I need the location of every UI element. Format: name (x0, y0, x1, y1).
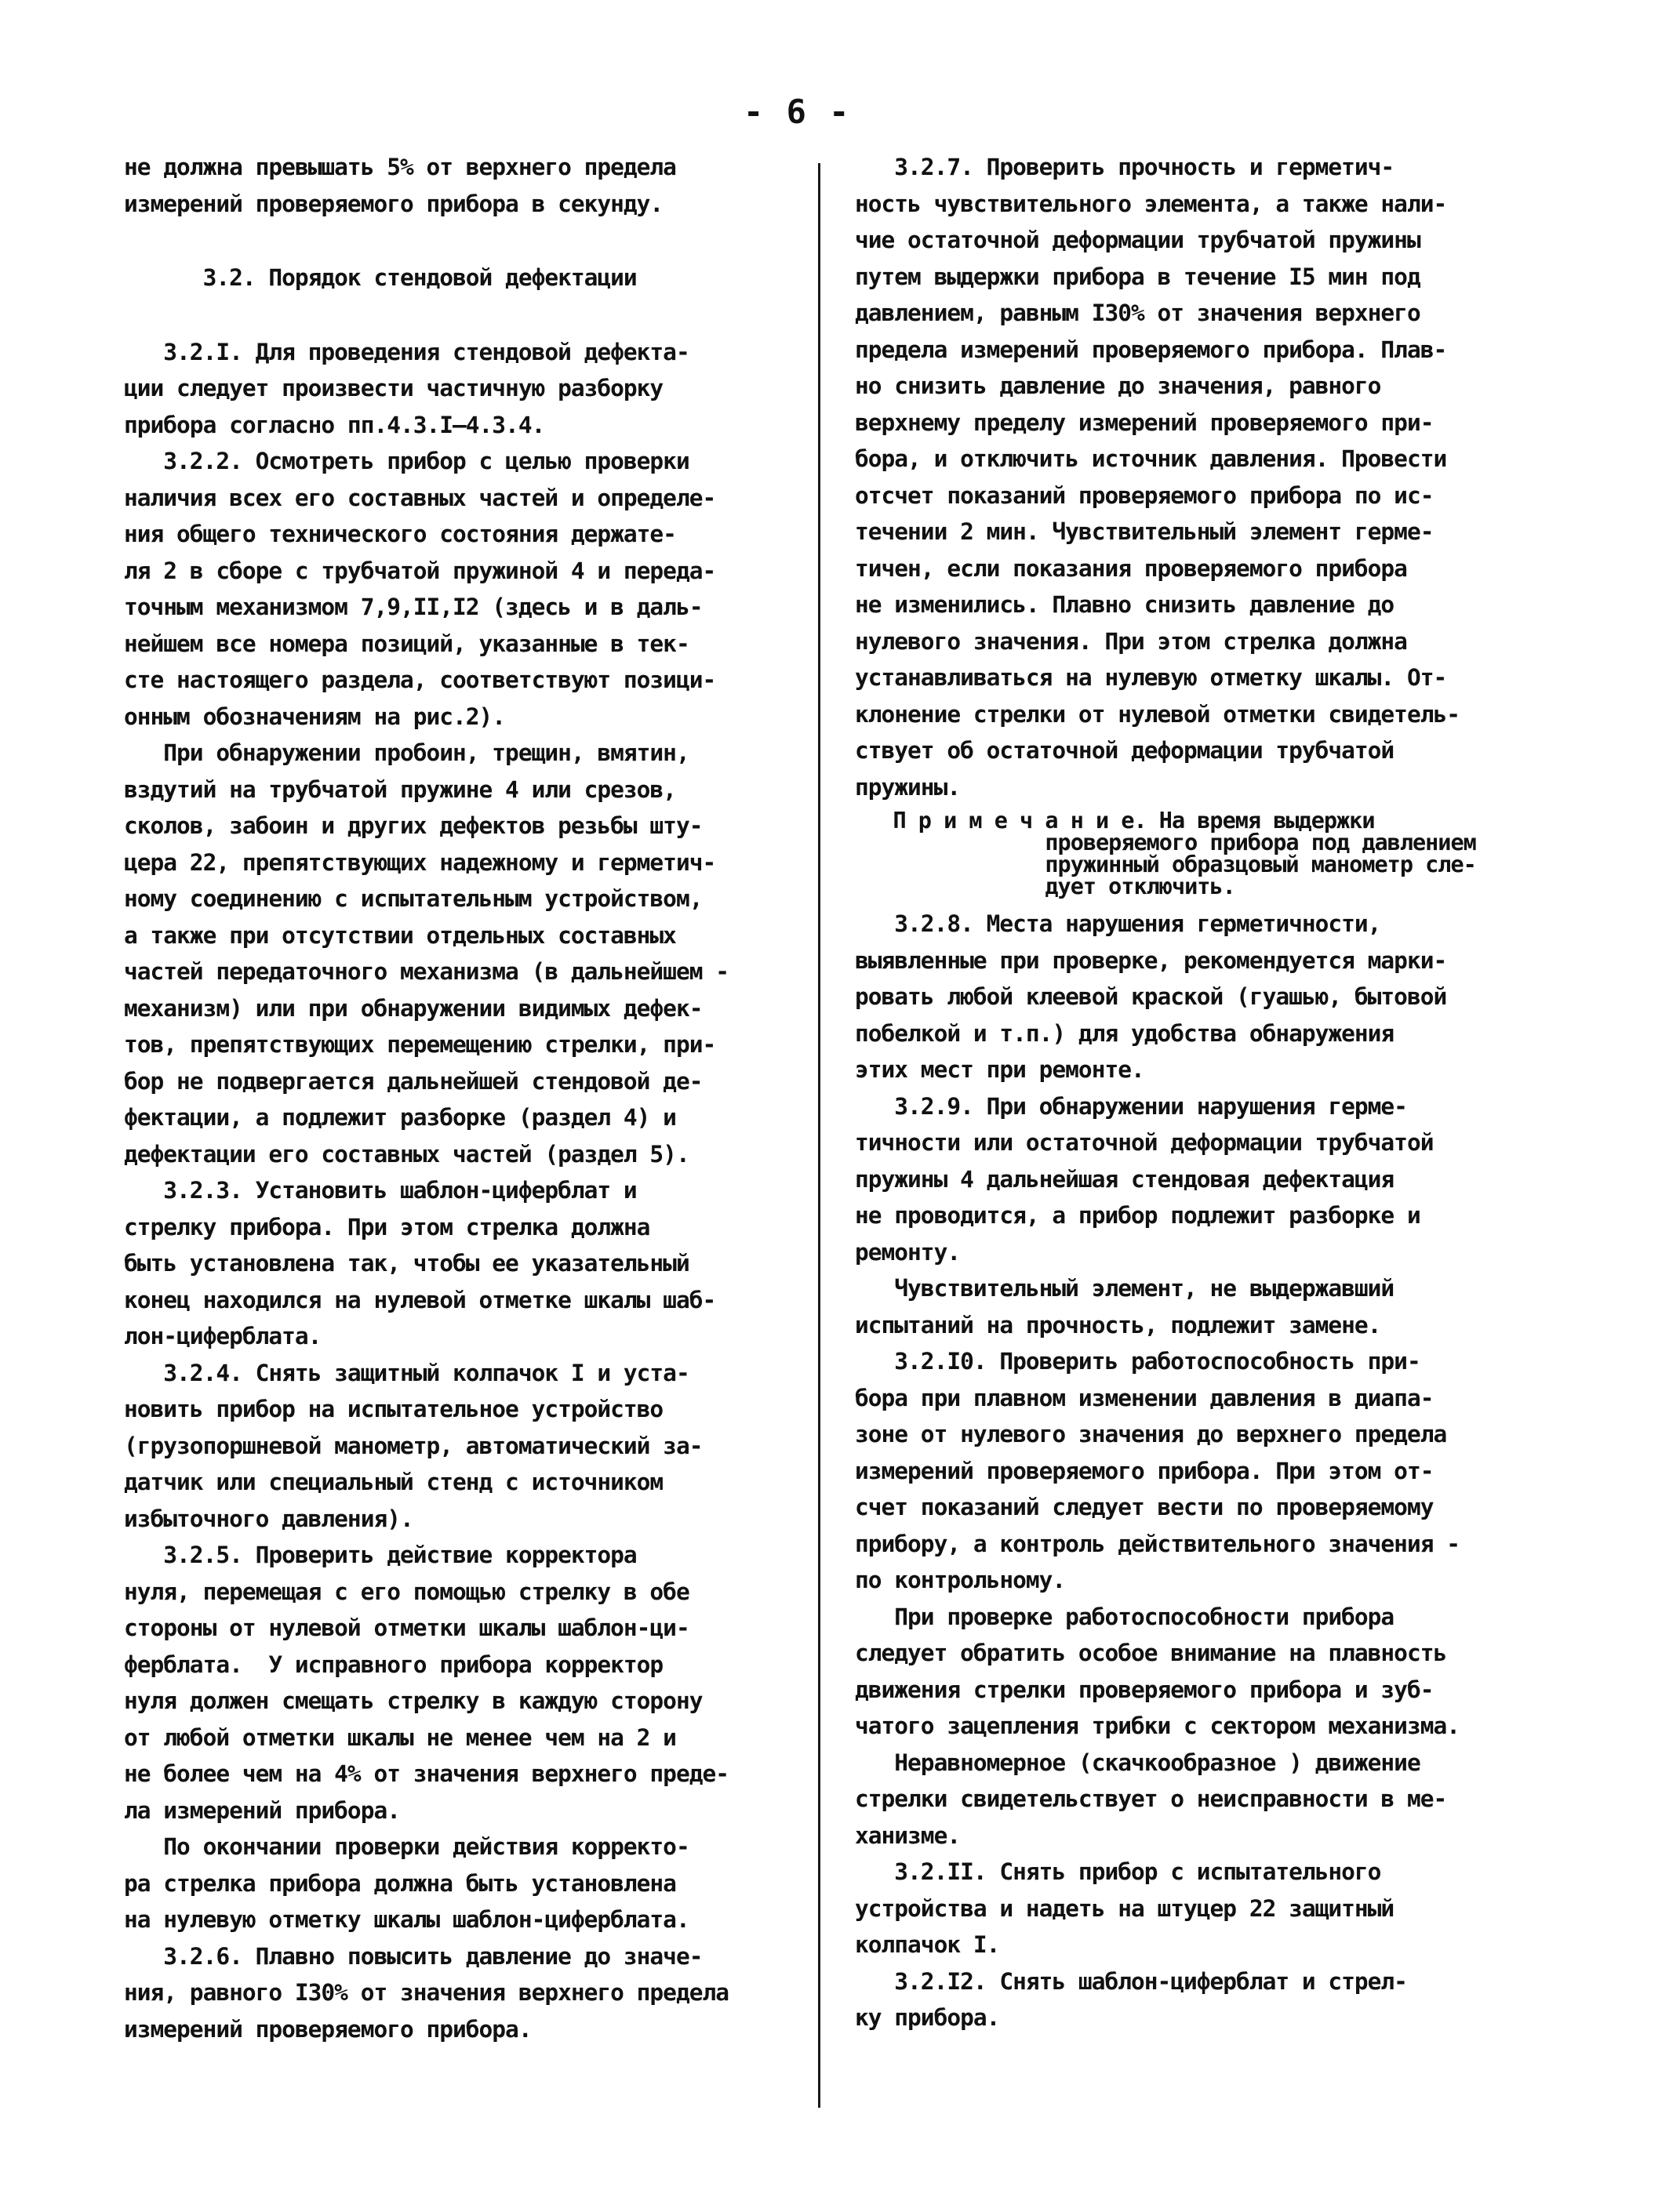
right_column_rest-line: счет показаний следует вести по проверяемому (855, 1494, 1434, 1520)
left_column-line: стрелку прибора. При этом стрелка должна (124, 1213, 650, 1240)
right_column_rest-line: Неравномерное (скачкообразное ) движение (855, 1749, 1420, 1776)
right_column-line: течении 2 мин. Чувствительный элемент герме- (855, 518, 1434, 545)
left_column-line: новить прибор на испытательное устройство (124, 1396, 664, 1422)
right_column-line: отсчет показаний проверяемого прибора по ис- (855, 481, 1434, 509)
left_column-line: а также при отсутствии отдельных составных (124, 921, 676, 949)
right_column_rest-line: побелкой и т.п.) для удобства обнаружения (855, 1019, 1394, 1047)
right_column_rest-line: 3.2.9. При обнаружении нарушения герме- (855, 1092, 1407, 1120)
right_column_rest-line: тичности или остаточной деформации трубчатой (855, 1129, 1434, 1156)
left_column-line: сте настоящего раздела, соответствуют позици- (124, 667, 716, 693)
left_column-line: частей передаточного механизма (в дальнейшем - (124, 958, 729, 985)
left_column-line: бор не подвергается дальнейшей стендовой де- (124, 1067, 703, 1095)
left_column-line: измерений проверяемого прибора в секунду. (124, 190, 664, 217)
left_column-line: лон-циферблата. (124, 1323, 322, 1349)
right_column_rest-line: 3.2.I0. Проверить работоспособность при- (855, 1348, 1420, 1375)
right_column_rest-line: этих мест при ремонте. (855, 1056, 1144, 1083)
left_column-line: ния, равного I30% от значения верхнего предела (124, 1979, 729, 2006)
right-column (855, 149, 1545, 2036)
right_column_rest-line: При проверке работоспособности прибора (855, 1603, 1394, 1630)
right_column_rest-line: 3.2.8. Места нарушения герметичности, (855, 910, 1381, 937)
left_column-line: точным механизмом 7,9,II,I2 (здесь и в даль- (124, 594, 703, 620)
left_column-line: цера 22, препятствующих надежному и герметич- (124, 848, 716, 876)
left_column-line: измерений проверяемого прибора. (124, 2015, 532, 2043)
right_column-line: 3.2.7. Проверить прочность и герметич- (855, 154, 1394, 180)
right_column_rest-line: прибору, а контроль действительного значения - (855, 1530, 1460, 1557)
right_column_rest-line: 3.2.II. Снять прибор с испытательного (855, 1858, 1381, 1885)
page-number: - 6 - (744, 93, 851, 131)
right_column-line: ствует об остаточной деформации трубчатой (855, 737, 1394, 764)
right_column_rest-line: пружины 4 дальнейшая стендовая дефектация (855, 1165, 1394, 1193)
right_column_rest-line: колпачок I. (855, 1931, 1000, 1958)
right_column-line: бора, и отключить источник давления. Провести (855, 445, 1447, 472)
left_column-line: 3.2.2. Осмотреть прибор с целью проверки (124, 448, 689, 474)
left_column-line: датчик или специальный стенд с источником (124, 1469, 664, 1495)
left_column-line: наличия всех его составных частей и определе- (124, 484, 716, 511)
left_column-line: нуля, перемещая с его помощью стрелку в обе (124, 1578, 689, 1605)
left_column-line: ра стрелка прибора должна быть установлена (124, 1869, 676, 1897)
left_column-line: стороны от нулевой отметки шкалы шаблон-ци- (124, 1615, 689, 1641)
left_column-line: сколов, забоин и других дефектов резьбы шту- (124, 812, 703, 839)
left_column-line: тов, препятствующих перемещению стрелки, при- (124, 1031, 716, 1058)
left_column-line: 3.2.I. Для проведения стендовой дефекта- (124, 338, 689, 365)
right_column_rest-line: устройства и надеть на штуцер 22 защитный (855, 1894, 1394, 1922)
left_column-line: избыточного давления). (124, 1505, 413, 1532)
left_column-line: 3.2.6. Плавно повысить давление до значе- (124, 1942, 703, 1970)
right_column_rest-line: измерений проверяемого прибора. При этом от- (855, 1457, 1434, 1484)
note_lines-line: пружинный образцовый манометр сле- (855, 852, 1476, 877)
right_column-line: тичен, если показания проверяемого прибора (855, 554, 1407, 582)
left_column-line: онным обозначениям на рис.2). (124, 703, 506, 730)
left_column-line: не более чем на 4% от значения верхнего преде- (124, 1760, 729, 1787)
left_column-line: вздутий на трубчатой пружине 4 или срезов, (124, 775, 676, 803)
note-block (855, 810, 1545, 898)
left_column-line: При обнаружении пробоин, трещин, вмятин, (124, 739, 689, 766)
left_column-line: 3.2. Порядок стендовой дефектации (124, 264, 637, 291)
left_column-line: ния общего технического состояния держате- (124, 521, 676, 547)
right_column-line: пружины. (855, 773, 961, 801)
left_column-line: ферблата. У исправного прибора корректор (124, 1651, 664, 1678)
left_column-line: фектации, а подлежит разборке (раздел 4) и (124, 1104, 676, 1131)
left_column-line: нуля должен смещать стрелку в каждую сторону (124, 1687, 703, 1714)
left_column-line: ному соединению с испытательным устройством, (124, 885, 703, 912)
right_column-line: но снизить давление до значения, равного (855, 372, 1381, 399)
left_column-line: ля 2 в сборе с трубчатой пружиной 4 и переда- (124, 557, 716, 584)
right_column_rest-line: чатого зацепления трибки с сектором механизма. (855, 1713, 1460, 1739)
right_column-line: ность чувствительного элемента, а также нали- (855, 190, 1447, 217)
right_column_rest-line: по контрольному. (855, 1567, 1066, 1593)
left_column-line: прибора согласно пп.4.3.I—4.3.4. (124, 411, 545, 438)
right_column_rest-line: 3.2.I2. Снять шаблон-циферблат и стрел- (855, 1967, 1407, 1995)
right_column-line: чие остаточной деформации трубчатой пружины (855, 227, 1420, 253)
right_column_rest-line: зоне от нулевого значения до верхнего предела (855, 1421, 1447, 1447)
right_column_rest-line: испытаний на прочность, подлежит замене. (855, 1311, 1381, 1338)
right_column-line: нулевого значения. При этом стрелка должна (855, 627, 1407, 655)
right_column-line: верхнему пределу измерений проверяемого при- (855, 409, 1434, 436)
right_column_rest-line: следует обратить особое внимание на плавность (855, 1640, 1447, 1666)
left_column-line: быть установлена так, чтобы ее указательный (124, 1250, 689, 1277)
note_lines-line: дует отключить. (855, 874, 1235, 899)
left_column-line: (грузопоршневой манометр, автоматический за- (124, 1432, 703, 1459)
left_column-line (124, 222, 814, 260)
right_column-line: не изменились. Плавно снизить давление до (855, 591, 1394, 618)
right_column_rest-line: движения стрелки проверяемого прибора и зуб- (855, 1676, 1434, 1703)
left_column-line: дефектации его составных частей (раздел 5). (124, 1140, 689, 1168)
column-divider (818, 163, 820, 2108)
left_column-line: нейшем все номера позиций, указанные в тек- (124, 630, 689, 657)
left-column (124, 149, 814, 2047)
right_column-line: давлением, равным I30% от значения верхнего (855, 300, 1420, 326)
right_column_rest-line: стрелки свидетельствует о неисправности в ме- (855, 1785, 1447, 1812)
left_column-line: 3.2.4. Снять защитный колпачок I и уста- (124, 1359, 689, 1386)
left_column-line: 3.2.3. Установить шаблон-циферблат и (124, 1177, 637, 1204)
left_column-line: конец находился на нулевой отметке шкалы шаб- (124, 1286, 716, 1313)
left_column-line: от любой отметки шкалы не менее чем на 2 и (124, 1723, 676, 1751)
left_column-line: механизм) или при обнаружении видимых дефек- (124, 994, 703, 1022)
right_column-line: клонение стрелки от нулевой отметки свидетель- (855, 700, 1460, 728)
right_column_rest-line: ровать любой клеевой краской (гуашью, бытовой (855, 983, 1447, 1010)
right_column-line: предела измерений проверяемого прибора. Плав- (855, 336, 1447, 363)
left_column-line: на нулевую отметку шкалы шаблон-циферблата. (124, 1906, 689, 1933)
note_lines-line: проверяемого прибора под давлением (855, 830, 1476, 855)
right_column_rest-line: Чувствительный элемент, не выдержавший (855, 1275, 1394, 1302)
left_column-line: ла измерений прибора. (124, 1796, 400, 1824)
left_column-line: ции следует произвести частичную разборку (124, 375, 664, 401)
right_column-line: устанавливаться на нулевую отметку шкалы. От- (855, 664, 1447, 691)
note_lines-line: П р и м е ч а н и е. На время выдержки (855, 808, 1375, 834)
left_column-line (124, 296, 814, 334)
right_column-line: путем выдержки прибора в течение I5 мин под (855, 263, 1420, 290)
right_column_rest-line: выявленные при проверке, рекомендуется марки- (855, 946, 1447, 974)
left_column-line: не должна превышать 5% от верхнего предела (124, 154, 676, 180)
right_column_rest-line: ремонту. (855, 1238, 961, 1266)
right_column_rest-line: не проводится, а прибор подлежит разборке и (855, 1202, 1420, 1229)
right_column_rest-line: ку прибора. (855, 2004, 1000, 2031)
left_column-line: По окончании проверки действия корректо- (124, 1833, 689, 1860)
right_column_rest-line: ханизме. (855, 1822, 961, 1849)
left_column-line: 3.2.5. Проверить действие корректора (124, 1542, 637, 1568)
right_column_rest-line: бора при плавном изменении давления в диапа- (855, 1384, 1434, 1411)
